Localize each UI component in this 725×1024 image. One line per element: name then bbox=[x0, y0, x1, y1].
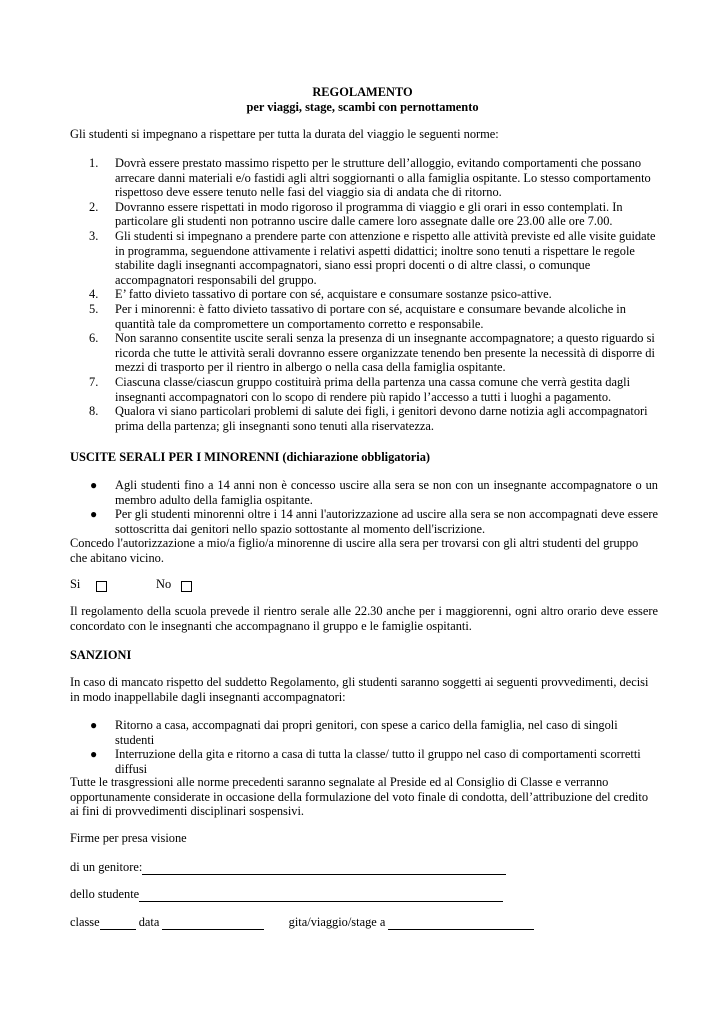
genitore-label: di un genitore: bbox=[70, 860, 143, 874]
rule-number: 2. bbox=[89, 199, 99, 214]
genitore-signature-line[interactable] bbox=[142, 862, 506, 875]
rule-item bbox=[70, 331, 658, 375]
rule-number: 1. bbox=[89, 156, 99, 170]
list-item: ● Ritorno a casa, accompagnati dai propri genitori, con spese a carico della famiglia, nel caso di singoli studenti bbox=[90, 718, 618, 747]
sanzioni-heading: SANZIONI bbox=[70, 648, 132, 662]
bullet-icon: ● bbox=[90, 718, 98, 732]
rule-number: 5. bbox=[89, 301, 99, 316]
rules-list bbox=[70, 156, 658, 433]
classe-label: classe bbox=[70, 915, 100, 929]
genitore-signature-row bbox=[70, 860, 506, 875]
classe-field[interactable] bbox=[100, 917, 136, 930]
uscite-heading: USCITE SERALI PER I MINORENNI (dichiarazione obbligatoria) bbox=[70, 450, 431, 464]
sanzioni-bullet-list bbox=[70, 718, 658, 776]
rule-item bbox=[70, 404, 658, 433]
rule-text: Per i minorenni: è fatto divieto tassativo di portare con sé, acquistare e consumare bevande alcoliche in quantità tale da compromettere un comportamento corretto e responsabile. bbox=[115, 301, 626, 331]
rule-text: Non saranno consentite uscite serali senza la presenza di un insegnante accompagnatore; a questo riguardo si ricorda che tutte le attività serali dovranno essere organizzate tenendo ben presente la necessità di disporre di mezzi di trasporto per il rientro in albergo o nella casa della famiglia ospitante. bbox=[115, 331, 655, 375]
rule-item bbox=[70, 375, 658, 404]
rule-item bbox=[70, 156, 658, 200]
rule-text: Gli studenti si impegnano a prendere parte con attenzione e rispetto alle attività previste ed alle visite guidate in programma, seguendone attivamente i relativi aspetti didattici; inoltre sono tenuti a rispettare le regole stabilite dagli insegnanti accompagnatori, siano essi propri docenti o di altre classi, o comunque accompagnatori responsabili del gruppo. bbox=[115, 228, 656, 287]
rule-text: Ciascuna classe/ciascun gruppo costituirà prima della partenza una cassa comune che verrà gestita dagli insegnanti accompagnatori con lo scopo di rendere più rapido l’accesso a tutti i luoghi a pagamento. bbox=[115, 374, 631, 404]
intro-text: Gli studenti si impegnano a rispettare per tutta la durata del viaggio le seguenti norme: bbox=[70, 127, 499, 141]
studente-signature-line[interactable] bbox=[139, 889, 503, 902]
bullet-icon: ● bbox=[90, 747, 98, 762]
bullet-icon: ● bbox=[90, 478, 98, 492]
data-label: data bbox=[138, 915, 160, 929]
gita-field[interactable] bbox=[388, 917, 534, 930]
rule-item bbox=[70, 200, 658, 229]
rule-number: 7. bbox=[89, 374, 99, 389]
classe-data-row bbox=[70, 915, 534, 930]
maggiorenni-text: Il regolamento della scuola prevede il rientro serale alle 22.30 anche per i maggiorenni, ogni altro orario deve essere concordato con le insegnanti che accompagnano il gruppo e le famiglie ospitanti. bbox=[70, 604, 658, 633]
rule-number: 6. bbox=[89, 331, 99, 346]
rule-item bbox=[70, 302, 658, 331]
si-checkbox[interactable] bbox=[96, 581, 107, 592]
list-item: ● Per gli studenti minorenni oltre i 14 anni l'autorizzazione ad uscire alla sera se non accompagnati deve essere sottoscritta dai genitori nello spazio sottostante al momento dell'iscrizione. bbox=[90, 507, 658, 536]
rule-number: 3. bbox=[89, 228, 99, 243]
closing-text: Tutte le trasgressioni alle norme precedenti saranno segnalate al Preside ed al Consiglio di Classe e verranno opportunamente considerate in occasione della formulazione del voto finale di condotta, dell’attribuzione del credito ai fini di provvedimenti disciplinari sospensivi. bbox=[70, 775, 649, 819]
no-checkbox[interactable] bbox=[181, 581, 192, 592]
uscite-bullet-list bbox=[70, 478, 658, 536]
bullet-icon: ● bbox=[90, 507, 98, 522]
list-item: ● Agli studenti fino a 14 anni non è concesso uscire alla sera se non con un insegnante accompagnatore o un membro adulto della famiglia ospitante. bbox=[90, 478, 658, 507]
rule-text: E’ fatto divieto tassativo di portare con sé, acquistare e consumare sostanze psico-attive. bbox=[115, 287, 552, 302]
si-label: Si bbox=[70, 577, 81, 591]
document-title: REGOLAMENTO bbox=[312, 85, 413, 99]
rule-text: Dovrà essere prestato massimo rispetto per le strutture dell’alloggio, evitando comportamenti che possano arrecare danni materiali e/o fastidi agli altri soggiornanti o alla famiglia ospitante. Lo stesso comportamento rispettoso deve essere tenuto nelle fasi del viaggio sia di andata che di ritorno. bbox=[115, 156, 651, 200]
rule-item bbox=[70, 287, 658, 302]
sanzioni-intro: In caso di mancato rispetto del suddetto Regolamento, gli studenti saranno soggetti ai seguenti provvedimenti, decisi in modo inappellabile dagli insegnanti accompagnatori: bbox=[70, 675, 649, 704]
rule-text: Dovranno essere rispettati in modo rigoroso il programma di viaggio e gli orari in esso contemplati. In particolare gli studenti non potranno uscire dalle camere loro assegnate dalle ore 23.00 alle ore 7.00. bbox=[115, 199, 623, 229]
studente-signature-row bbox=[70, 887, 503, 902]
firme-heading: Firme per presa visione bbox=[70, 831, 187, 845]
rule-number: 4. bbox=[89, 287, 99, 302]
rule-number: 8. bbox=[89, 404, 99, 419]
no-label: No bbox=[156, 577, 172, 591]
studente-label: dello studente bbox=[70, 887, 140, 901]
authorization-text: Concedo l'autorizzazione a mio/a figlio/a minorenne di uscire alla sera per trovarsi con gli altri studenti del gruppo che abitano vicino. bbox=[70, 536, 639, 565]
rule-item bbox=[70, 229, 658, 287]
document-subtitle: per viaggi, stage, scambi con pernottamento bbox=[246, 100, 479, 114]
rule-text: Qualora vi siano particolari problemi di salute dei figli, i genitori devono darne notizia agli accompagnatori prima della partenza; gli insegnanti sono tenuti alla riservatezza. bbox=[115, 404, 648, 433]
no-option bbox=[156, 577, 171, 592]
si-option bbox=[70, 577, 80, 592]
gita-label: gita/viaggio/stage a bbox=[288, 915, 386, 929]
data-field[interactable] bbox=[162, 917, 264, 930]
list-item: ● Interruzione della gita e ritorno a casa di tutta la classe/ tutto il gruppo nel caso di comportamenti scorretti diffusi bbox=[90, 747, 641, 776]
